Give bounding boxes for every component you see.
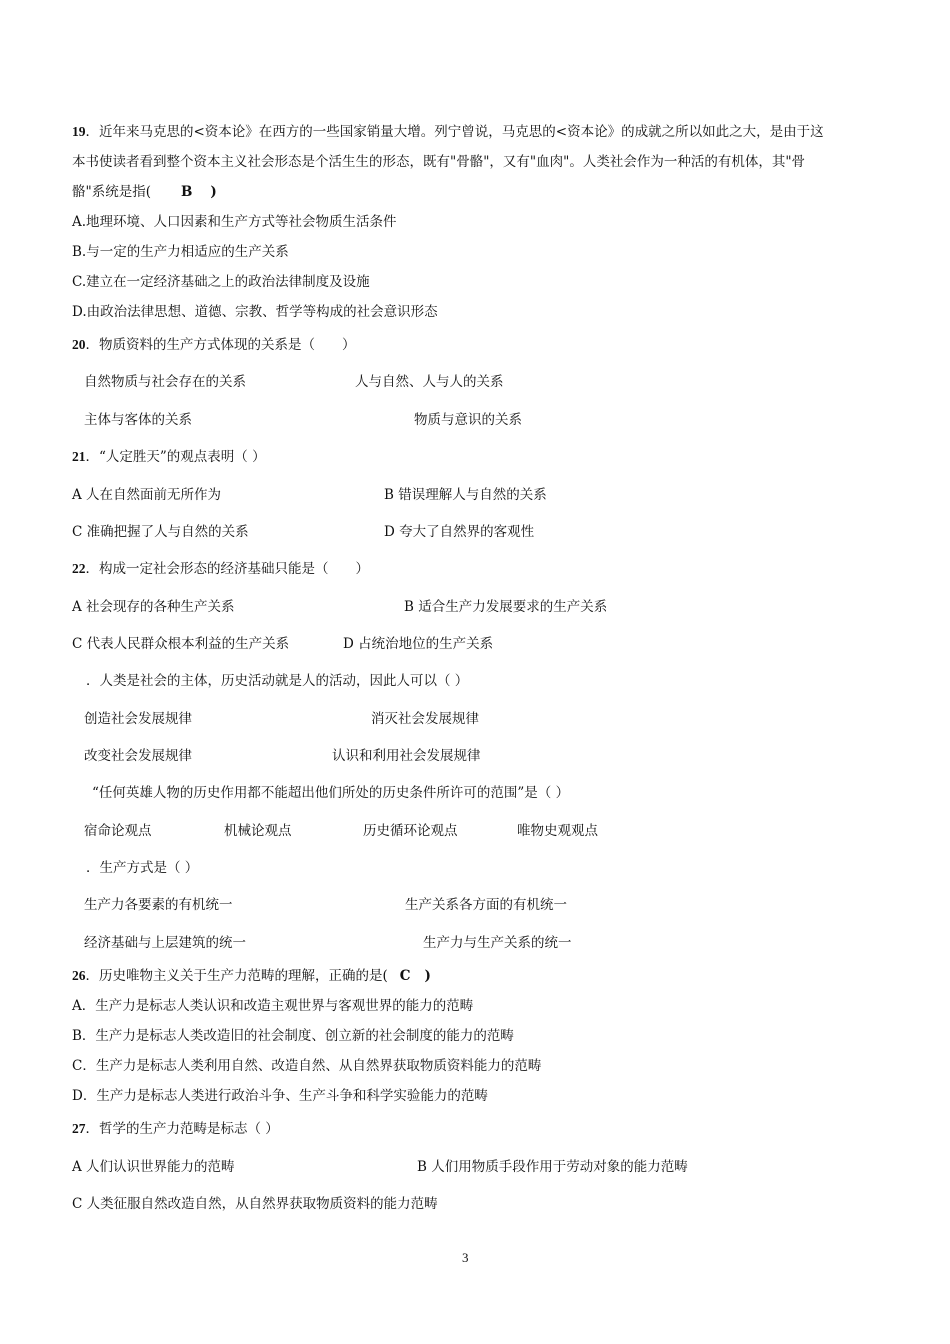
q20-option-1: 自然物质与社会存在的关系 <box>84 374 246 390</box>
q20-option-4: 物质与意识的关系 <box>414 412 522 428</box>
q22-option-d: D 占统治地位的生产关系 <box>343 636 494 652</box>
q25-option-2: 生产关系各方面的有机统一 <box>405 897 567 913</box>
q19-option-d: D.由政治法律思想、道德、宗教、哲学等构成的社会意识形态 <box>72 304 438 320</box>
q27-number: 27 <box>72 1121 86 1136</box>
q27-option-a: A 人们认识世界能力的范畴 <box>72 1159 235 1175</box>
q20-stem-line: 20．物质资料的生产方式体现的关系是（ ） <box>72 337 356 353</box>
q27-stem: 哲学的生产力范畴是标志（ ） <box>99 1121 279 1137</box>
q21-number: 21 <box>72 449 86 464</box>
q26-option-a: A．生产力是标志人类认识和改造主观世界与客观世界的能力的范畴 <box>72 998 474 1014</box>
q19-line-1: 19．近年来马克思的<资本论》在西方的一些国家销量大增。列宁曾说，马克思的<资本论》的成就之所以如此之大，是由于这 <box>72 124 824 140</box>
q21-option-a: A 人在自然面前无所作为 <box>72 487 222 503</box>
q24-option-4: 唯物史观观点 <box>517 823 598 839</box>
q19-option-b: B.与一定的生产力相适应的生产关系 <box>72 244 289 260</box>
q23-option-2: 消灭社会发展规律 <box>371 711 479 727</box>
q26-number: 26 <box>72 968 86 983</box>
q26-option-d: D．生产力是标志人类进行政治斗争、生产斗争和科学实验能力的范畴 <box>72 1088 488 1104</box>
q24-stem: “任何英雄人物的历史作用都不能超出他们所处的历史条件所许可的范围”是（ ） <box>92 785 570 801</box>
q24-option-3: 历史循环论观点 <box>363 823 458 839</box>
q26-answer: C <box>399 968 411 984</box>
q23-option-4: 认识和利用社会发展规律 <box>332 748 481 764</box>
q20-number: 20 <box>72 337 86 352</box>
page-number: 3 <box>462 1250 469 1265</box>
q19-line-2: 本书使读者看到整个资本主义社会形态是个活生生的形态，既有"骨骼"，又有"血肉"。人类社会作为一种活的有机体，其"骨 <box>72 154 806 170</box>
q22-number: 22 <box>72 561 86 576</box>
q19-stem-1: 近年来马克思的<资本论》在西方的一些国家销量大增。列宁曾说，马克思的<资本论》的成就之所以如此之大，是由于这 <box>99 124 824 140</box>
q22-option-c: C 代表人民群众根本利益的生产关系 <box>72 636 290 652</box>
q19-option-a: A.地理环境、人口因素和生产方式等社会物质生活条件 <box>72 214 397 230</box>
q23-stem: ．人类是社会的主体，历史活动就是人的活动，因此人可以（ ） <box>86 673 469 689</box>
q26-stem: 历史唯物主义关于生产力范畴的理解，正确的是( <box>99 968 388 984</box>
q26-option-c: C．生产力是标志人类利用自然、改造自然、从自然界获取物质资料能力的范畴 <box>72 1058 542 1074</box>
q22-stem-line: 22．构成一定社会形态的经济基础只能是（ ） <box>72 561 369 577</box>
q22-option-b: B 适合生产力发展要求的生产关系 <box>404 599 608 615</box>
q21-option-d: D 夸大了自然界的客观性 <box>384 524 535 540</box>
q20-option-2: 人与自然、人与人的关系 <box>355 374 504 390</box>
q19-answer: B <box>180 184 193 200</box>
q19-option-c: C.建立在一定经济基础之上的政治法律制度及设施 <box>72 274 370 290</box>
q24-option-2: 机械论观点 <box>224 823 292 839</box>
q27-option-c: C 人类征服自然改造自然，从自然界获取物质资料的能力范畴 <box>72 1196 438 1212</box>
q25-option-4: 生产力与生产关系的统一 <box>423 935 572 951</box>
q26-stem-line: 26．历史唯物主义关于生产力范畴的理解，正确的是( C ) <box>72 968 431 984</box>
q19-line-3 <box>72 182 217 202</box>
q21-option-c: C 准确把握了人与自然的关系 <box>72 524 249 540</box>
q21-option-b: B 错误理解人与自然的关系 <box>384 487 547 503</box>
q25-option-3: 经济基础与上层建筑的统一 <box>84 935 246 951</box>
q26-option-b: B．生产力是标志人类改造旧的社会制度、创立新的社会制度的能力的范畴 <box>72 1028 514 1044</box>
q24-option-1: 宿命论观点 <box>84 823 152 839</box>
q20-stem: 物质资料的生产方式体现的关系是（ ） <box>99 337 356 353</box>
q27-option-b: B 人们用物质手段作用于劳动对象的能力范畴 <box>417 1159 688 1175</box>
q21-stem-line: 21．“人定胜天”的观点表明（ ） <box>72 449 266 465</box>
q23-option-1: 创造社会发展规律 <box>84 711 192 727</box>
q19-number: 19 <box>72 124 86 139</box>
q25-stem: ．生产方式是（ ） <box>86 860 199 876</box>
q27-stem-line: 27．哲学的生产力范畴是标志（ ） <box>72 1121 279 1137</box>
q20-option-3: 主体与客体的关系 <box>84 412 192 428</box>
q19-close-paren: ) <box>210 184 217 200</box>
q25-option-1: 生产力各要素的有机统一 <box>84 897 233 913</box>
q22-stem: 构成一定社会形态的经济基础只能是（ ） <box>99 561 369 577</box>
q21-stem: “人定胜天”的观点表明（ ） <box>99 449 266 465</box>
q19-stem-3: 骼"系统是指( <box>72 184 151 200</box>
q26-close-paren: ) <box>424 968 431 984</box>
q22-option-a: A 社会现存的各种生产关系 <box>72 599 235 615</box>
q23-option-3: 改变社会发展规律 <box>84 748 192 764</box>
